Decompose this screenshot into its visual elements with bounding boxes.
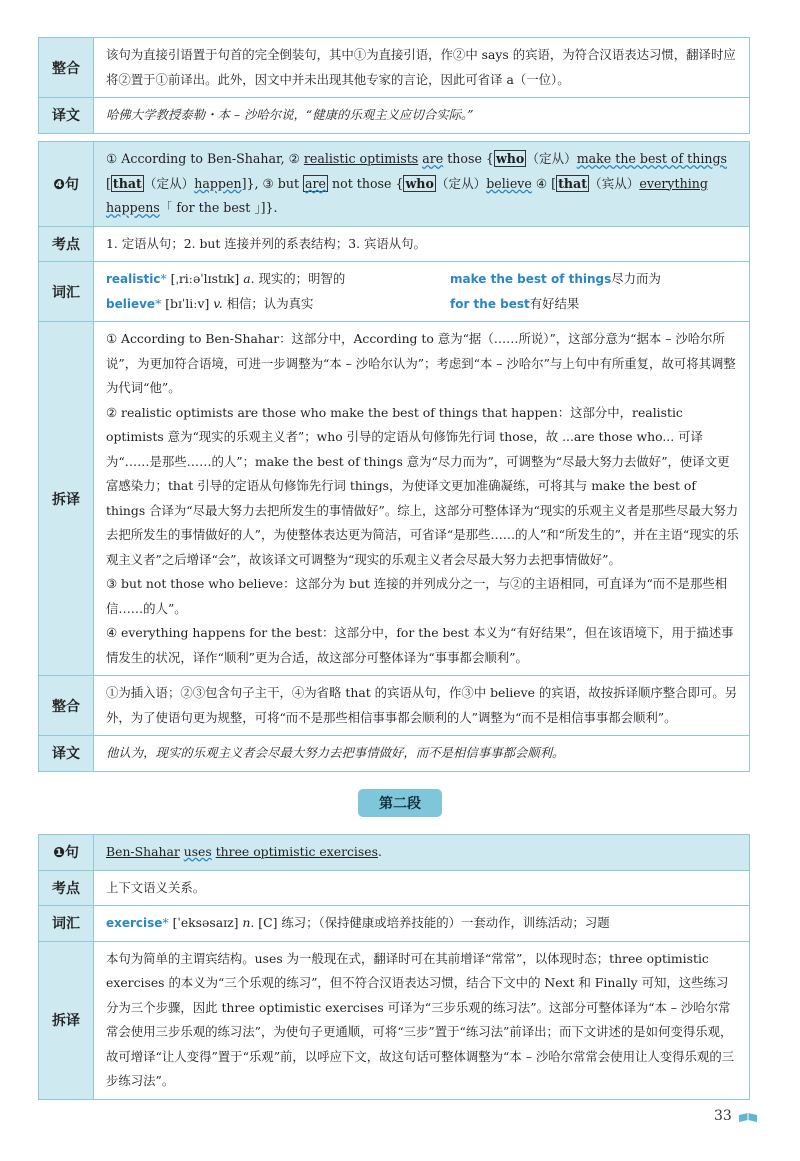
integrate-row — [39, 675, 749, 735]
sentence-text — [94, 142, 749, 226]
row-label: 考点 — [39, 871, 94, 906]
sentence-number-label: ❹句 — [39, 142, 94, 226]
subject-underline: realistic optimists — [303, 151, 419, 166]
sentence-part: not those { — [328, 175, 404, 191]
breakdown-para: ④ everything happens for the best：这部分中，for the best 本义为“有好结果”，但在该语境下，用于描述事情发生的状况，译作“顺利”更为合适，故这部分可整体译为“事事都会顺利”。 — [106, 625, 734, 665]
clause-tag: （定从） — [526, 151, 577, 166]
breakdown-row — [39, 941, 749, 1099]
vocab-item: exercise* [ˈeksəsaɪz] n. [C] 练习；（保持健康或培养技能的）一套动作，训练活动；习题 — [106, 915, 610, 930]
verb-wavy: happens — [106, 200, 160, 215]
row-label: 译文 — [39, 736, 94, 771]
vocab-row — [39, 261, 749, 321]
vocab-item: realistic* [ˌriːəˈlɪstɪk] a. 现实的；明智的 — [106, 271, 346, 286]
vocab-row — [39, 905, 749, 941]
relative-pronoun-box: who — [405, 175, 434, 191]
analysis-table-sentence-4 — [38, 141, 750, 772]
verb-wavy: are — [422, 151, 444, 166]
points-row — [39, 226, 749, 262]
translation-text: 他认为，现实的乐观主义者会尽最大努力去把事情做好，而不是相信事事都会顺利。 — [106, 745, 565, 760]
vocab-item: believe* [bɪˈliːv] v. 相信；认为真实 — [106, 295, 314, 311]
points-text: 1. 定语从句；2. but 连接并列的系表结构；3. 宾语从句。 — [106, 235, 426, 251]
row-label: 拆译 — [39, 942, 94, 1099]
integrate-row — [39, 38, 749, 97]
sentence-row — [39, 835, 749, 870]
row-label: 拆译 — [39, 322, 94, 675]
row-label: 整合 — [39, 38, 94, 97]
vocab-item: for the best有好结果 — [450, 295, 580, 311]
row-label: 译文 — [39, 98, 94, 133]
integrate-text: ①为插入语；②③包含句子主干，④为省略 that 的宾语从句，作③中 believe 的宾语，故按拆译顺序整合即可。另外，为了使语句更为规整，可将“而不是那些相信事事都会顺利的人”调整为“而不是相信事事都会顺利”。 — [106, 685, 738, 725]
sentence-part: those { — [443, 151, 494, 166]
verb-wavy: uses — [183, 844, 212, 859]
sentence-number-label: ❶句 — [39, 835, 94, 870]
verb-box: are — [305, 175, 327, 191]
subject-underline: Ben-Shahar — [106, 844, 180, 859]
translation-text: 哈佛大学教授泰勒・本 – 沙哈尔说，“健康的乐观主义应切合实际。” — [106, 107, 474, 122]
row-label: 考点 — [39, 227, 94, 262]
analysis-table-para2-sentence-1 — [38, 834, 750, 1100]
breakdown-text — [94, 322, 749, 675]
book-icon — [738, 1112, 758, 1124]
sentence-row — [39, 142, 749, 226]
object-underline: three optimistic exercises — [215, 844, 378, 859]
page-number: 33 — [714, 1108, 732, 1124]
row-label: 词汇 — [39, 906, 94, 941]
section-title: 第二段 — [358, 789, 442, 817]
conjunction-box: that — [558, 175, 588, 191]
clause-tag: （宾从） — [589, 175, 640, 191]
clause-tag: （定从） — [143, 175, 195, 191]
breakdown-para: ② realistic optimists are those who make the best of things that happen：这部分中，realistic optimists 意为“现实的乐观主义者”；who 引导的定语从句修饰先行词 those，故 ...are those who... 可译为“……是那些……的人”；make the best of things 意为“尽力而为”，可调整为“尽最大努力去做好”，使译文更富感染力；that 引导的定语从句修饰先行词 things，为使译文更加准确凝练，可将其与 make the best of things 合译为“尽最大努力去把所发生的事情做好”。综上，这部分可整体译为“现实的乐观主义者是那些尽最大努力去把所发生的事情做好的人”，为使整体表达更为简洁，可省译“是那些……的人”和“所发生的”，并在主语“现实的乐观主义者”之后增译“会”，故该译文可调整为“现实的乐观主义者会尽最大努力去把事情做好”。 — [106, 404, 739, 567]
analysis-table-sentence-3-end — [38, 37, 750, 134]
sentence-part: 「 for the best 」]}. — [159, 200, 278, 215]
points-text: 上下文语义关系。 — [106, 879, 206, 895]
translation-row — [39, 97, 749, 133]
verb-wavy: happen — [194, 175, 242, 191]
points-row — [39, 870, 749, 906]
integrate-text: 该句为直接引语置于句首的完全倒装句，其中①为直接引语，作②中 says 的宾语，为符合汉语表达习惯，翻译时应将②置于①前译出。此外，因文中并未出现其他专家的言论，因此可省译 a（一位）。 — [106, 47, 736, 87]
verb-wavy: believe — [486, 175, 532, 191]
relative-pronoun-box: that — [112, 175, 142, 191]
vocab-item: make the best of things尽力而为 — [450, 271, 661, 286]
sentence-part: ]}, ③ but — [241, 175, 304, 191]
breakdown-text: 本句为简单的主谓宾结构。uses 为一般现在式，翻译时可在其前增译“常常”，以体现时态；three optimistic exercises 的本义为“三个乐观的练习”，但不符合汉语表达习惯，结合下文中的 Next 和 Finally 可知，这些练习分为三个步骤，因此 three optimistic exercises 可译为“三步乐观的练习法”。这部分可整体译为“本 – 沙哈尔常常会使用三步乐观的练习法”，为使句子更通顺，可将“三步”置于“练习法”前译出；而下文讲述的是如何变得乐观，故可增译“让人变得”置于“乐观”前，以呼应下文，故这句话可整体调整为“本 – 沙哈尔常常会使用让人变得乐观的三步练习法”。 — [106, 950, 735, 1088]
sentence-part: ① According to Ben-Shahar, ② — [106, 151, 304, 166]
breakdown-para: ③ but not those who believe：这部分为 but 连接的并列成分之一，与②的主语相同，可直译为“而不是那些相信……的人”。 — [106, 576, 728, 616]
clause-tag: （定从） — [435, 175, 487, 191]
verb-wavy: make the best of things — [576, 151, 728, 166]
breakdown-row — [39, 321, 749, 675]
relative-pronoun-box: who — [495, 151, 525, 166]
translation-row — [39, 735, 749, 771]
sentence-part: ④ [ — [531, 175, 557, 191]
breakdown-para: ① According to Ben-Shahar：这部分中，According to 意为“据（……所说）”，这部分意为“据本 – 沙哈尔所说”，为更加符合语境，可进一步调整为“本 – 沙哈尔认为”；考虑到“本 – 沙哈尔”与上句中有所重复，故可将其调整为代词“他”。 — [106, 331, 736, 395]
sentence-part: [ — [106, 175, 111, 191]
row-label: 词汇 — [39, 262, 94, 321]
vocab-list — [94, 262, 749, 321]
subject-underline: everything — [639, 175, 708, 191]
row-label: 整合 — [39, 676, 94, 735]
sentence-text: Ben-Shahar uses three optimistic exercises. — [106, 844, 382, 859]
